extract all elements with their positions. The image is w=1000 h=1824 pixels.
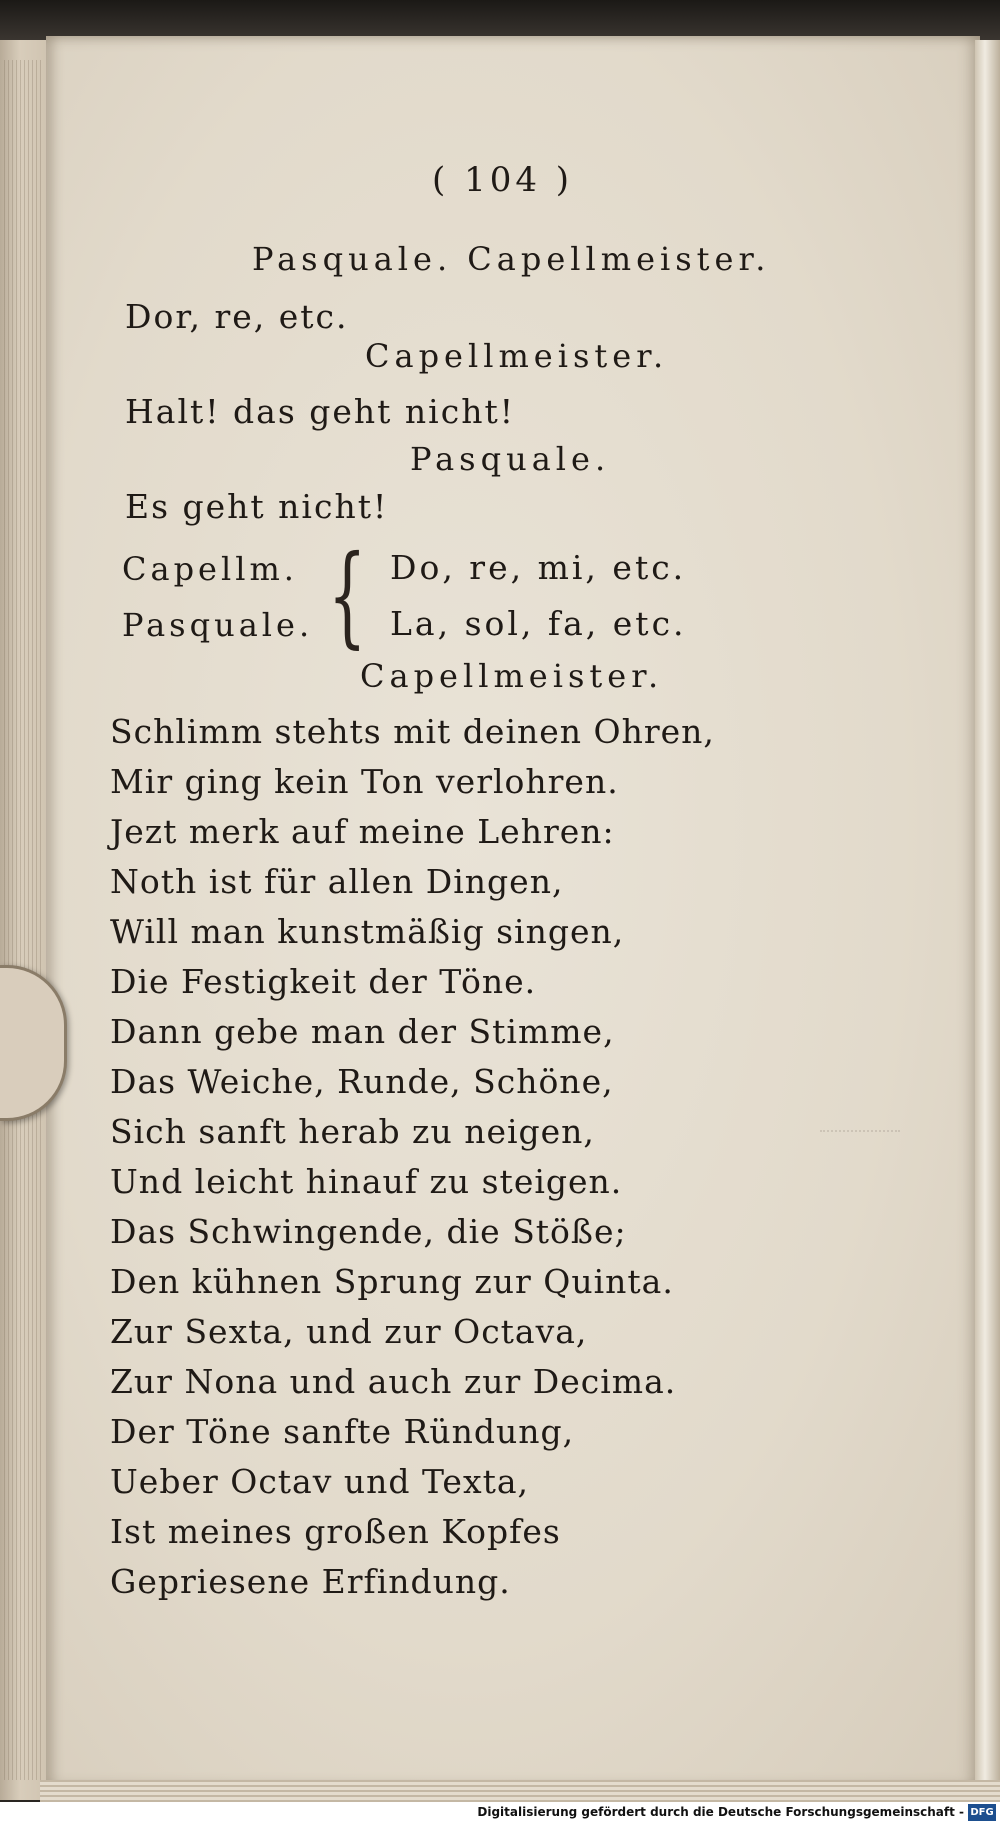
page-number: ( 104 ) [432,160,574,200]
speaker-heading: Capellmeister. [365,337,669,375]
verse-line: Die Festigkeit der Töne. [110,962,537,1001]
dialogue-line: Dor, re, etc. [125,297,349,336]
verse-line: Das Schwingende, die Stöße; [110,1212,627,1251]
verse-line: Mir ging kein Ton verlohren. [110,762,619,801]
page-bottom-edge [40,1780,1000,1802]
verse-line: Zur Sexta, und zur Octava, [110,1312,588,1351]
verse-line: Das Weiche, Runde, Schöne, [110,1062,614,1101]
verse-line: Schlimm stehts mit deinen Ohren, [110,712,715,751]
verse-line: Will man kunstmäßig singen, [110,912,625,951]
bleed-through [820,1090,900,1132]
verse-line: Sich sanft herab zu neigen, [110,1112,595,1151]
duet-line: Do, re, mi, etc. [390,548,687,587]
verse-line: Und leicht hinauf zu steigen. [110,1162,623,1201]
verse-line: Zur Nona und auch zur Decima. [110,1362,677,1401]
verse-line: Noth ist für allen Dingen, [110,862,564,901]
page-stack-lines [4,60,42,1780]
verse-line: Ist meines großen Kopfes [110,1512,561,1551]
speaker-heading: Pasquale. Capellmeister. [252,240,771,278]
verse-line: Ueber Octav und Texta, [110,1462,529,1501]
verse-line: Den kühnen Sprung zur Quinta. [110,1262,674,1301]
duet-speaker-name: Pasquale. [122,606,314,644]
speaker-heading: Pasquale. [410,440,611,478]
page-right-edge [975,40,1000,1800]
verse-line: Dann gebe man der Stimme, [110,1012,615,1051]
dfg-logo: DFG [968,1804,996,1821]
duet-line: La, sol, fa, etc. [390,604,687,643]
scan-background [0,0,1000,40]
verse-line: Gepriesene Erfindung. [110,1562,511,1601]
speaker-heading: Capellmeister. [360,657,664,695]
dialogue-line: Es geht nicht! [125,487,389,526]
footer-bar [0,1802,1000,1824]
footer-credit: Digitalisierung gefördert durch die Deutsche Forschungsgemeinschaft - [477,1805,964,1819]
verse-line: Jezt merk auf meine Lehren: [110,812,615,851]
dialogue-line: Halt! das geht nicht! [125,392,515,431]
brace-icon: { [328,531,367,659]
verse-line: Der Töne sanfte Ründung, [110,1412,575,1451]
duet-speaker-name: Capellm. [122,550,298,588]
